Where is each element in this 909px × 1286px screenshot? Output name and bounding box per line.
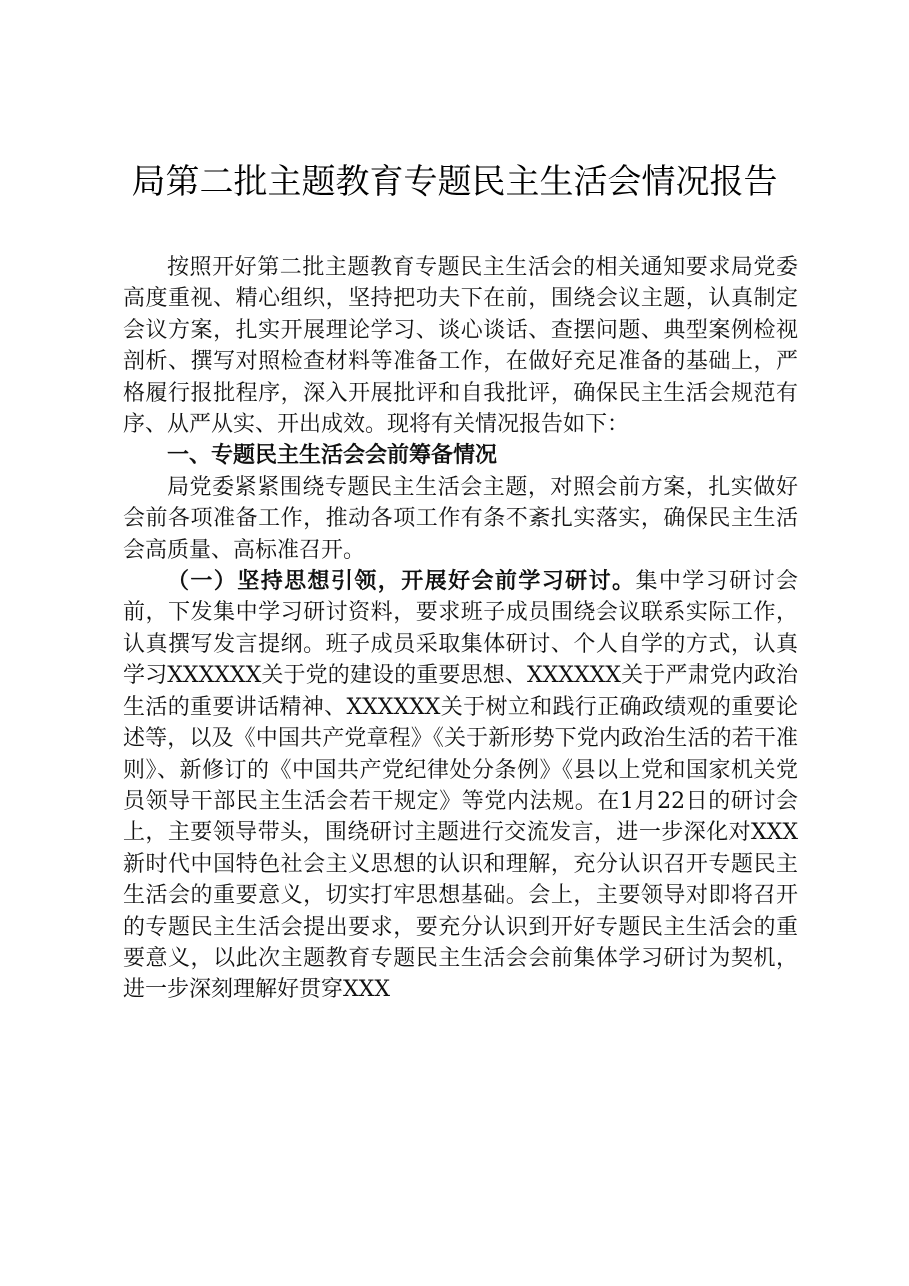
intro-paragraph: 按照开好第二批主题教育专题民主生活会的相关通知要求局党委高度重视、精心组织，坚持把功夫下在前，围绕会议主题，认真制定会议方案，扎实开展理论学习、谈心谈话、查摆问题、典型案例检视剖析、撰写对照检查材料等准备工作，在做好充足准备的基础上，严格履行报批程序，深入开展批评和自我批评，确保民主生活会规范有序、从严从实、开出成效。现将有关情况报告如下： — [123, 255, 798, 438]
subsection-1-text: 集中学习研讨会前，下发集中学习研讨资料，要求班子成员围绕会议联系实际工作，认真撰写发言提纲。班子成员采取集体研讨、个人自学的方式，认真学习XXXXXX关于党的建设的重要思想、XXXXXX关于严肃党内政治生活的重要讲话精神、XXXXXX关于树立和践行正确政绩观的重要论述等，以及《中国共产党章程》《关于新形势下党内政治生活的若干准则》、新修订的《中国共产党纪律处分条例》《县以上党和国家机关党员领导干部民主生活会若干规定》等党内法规。在1月22日的研讨会上，主要领导带头，围绕研讨主题进行交流发言，进一步深化对XXX新时代中国特色社会主义思想的认识和理解，充分认识召开专题民主生活会的重要意义，切实打牢思想基础。会上，主要领导对即将召开的专题民主生活会提出要求，要充分认识到开好专题民主生活会的重要意义，以此次主题教育专题民主生活会会前集体学习研讨为契机，进一步深刻理解好贯穿XXX — [123, 569, 798, 1003]
section-heading-1: 一、专题民主生活会会前筹备情况 — [167, 443, 498, 469]
subsection-1-paragraph — [123, 566, 798, 1006]
subsection-1-lead: （一）坚持思想引领，开展好会前学习研讨。 — [167, 568, 636, 595]
section-1-paragraph: 局党委紧紧围绕专题民主生活会主题，对照会前方案，扎实做好会前各项准备工作，推动各项工作有条不紊扎实落实，确保民主生活会高质量、高标准召开。 — [123, 474, 798, 563]
document-title: 局第二批主题教育专题民主生活会情况报告 — [131, 162, 778, 202]
document-body — [123, 252, 798, 1006]
